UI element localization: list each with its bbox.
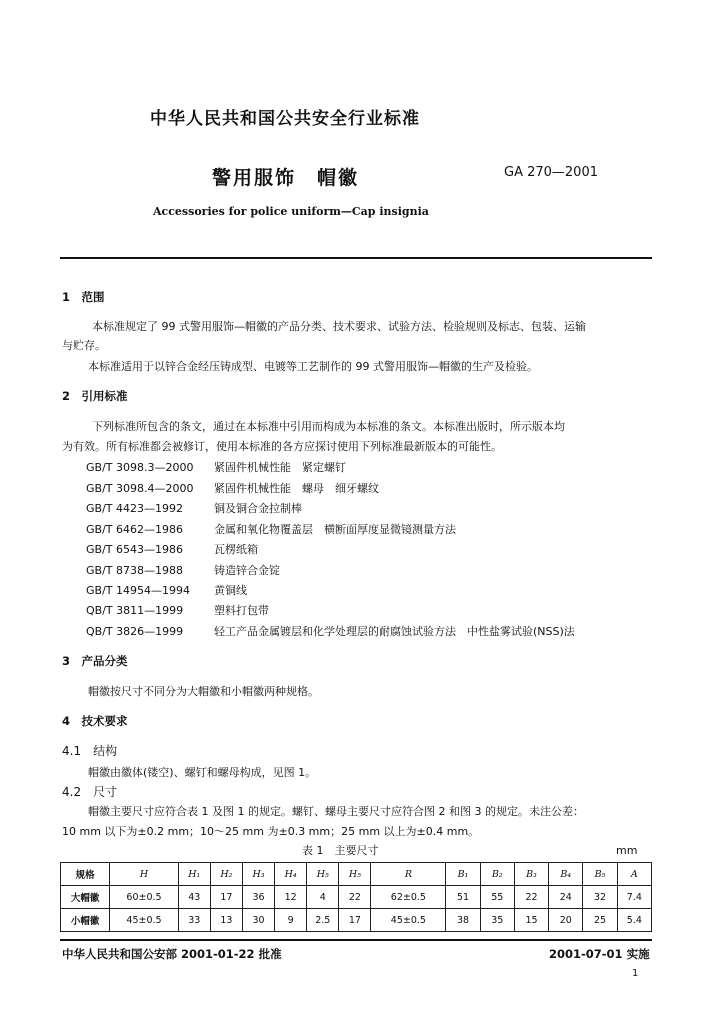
- table-cell: 43: [178, 886, 210, 909]
- table-header-cell: H₁: [178, 863, 210, 886]
- table-cell: 60±0.5: [110, 886, 179, 909]
- table-cell: 30: [242, 909, 274, 932]
- reference-code: GB/T 3098.3—2000: [86, 461, 194, 474]
- reference-item: [86, 623, 575, 639]
- section-4-2-heading: 4.2 尺寸: [62, 785, 118, 799]
- table-cell: 17: [339, 909, 371, 932]
- table-header-cell: B₃: [514, 863, 548, 886]
- table-header-cell: B₅: [583, 863, 617, 886]
- reference-code: GB/T 3098.4—2000: [86, 482, 194, 495]
- table-cell: 45±0.5: [371, 909, 446, 932]
- document-title: 警用服饰 帽徽: [212, 167, 360, 189]
- effective-date: 2001-07-01 实施: [549, 947, 650, 961]
- section-4-2-line-2: 10 mm 以下为±0.2 mm；10～25 mm 为±0.3 mm；25 mm 以上为±0.4 mm。: [62, 825, 480, 838]
- reference-code: GB/T 14954—1994: [86, 584, 190, 597]
- table-cell: 17: [210, 886, 242, 909]
- reference-title: 铸造锌合金锭: [214, 564, 280, 577]
- reference-code: QB/T 3811—1999: [86, 604, 184, 617]
- table-cell: 5.4: [617, 909, 651, 932]
- table-header-cell: A: [617, 863, 651, 886]
- section-2-intro-line-2: 为有效。所有标准都会被修订，使用本标准的各方应探讨使用下列标准最新版本的可能性。: [62, 440, 502, 453]
- reference-code: GB/T 6543—1986: [86, 543, 183, 556]
- reference-code: GB/T 8738—1988: [86, 564, 183, 577]
- document-title-english: Accessories for police uniform—Cap insignia: [153, 205, 429, 218]
- table-caption: 表 1 主要尺寸: [302, 844, 379, 857]
- reference-item: [86, 459, 346, 475]
- section-2-intro-line-1: 下列标准所包含的条文，通过在本标准中引用而构成为本标准的条文。本标准出版时，所示版本均: [92, 420, 565, 433]
- table-cell: 2.5: [307, 909, 339, 932]
- reference-title: 金属和氧化物覆盖层 横断面厚度显微镜测量方法: [214, 523, 456, 536]
- table-cell: 36: [242, 886, 274, 909]
- reference-title: 黄铜线: [214, 584, 247, 597]
- section-4-2-line-1: 帽徽主要尺寸应符合表 1 及图 1 的规定。螺钉、螺母主要尺寸应符合图 2 和图 3 的规定。未注公差：: [88, 805, 584, 818]
- reference-item: [86, 521, 456, 537]
- table-header-cell: H: [110, 863, 179, 886]
- section-1-heading: 1 范围: [62, 290, 105, 304]
- reference-item: [86, 500, 302, 516]
- section-3-heading: 3 产品分类: [62, 654, 128, 668]
- table-cell: 20: [549, 909, 583, 932]
- issuing-authority: 中华人民共和国公安部 2001-01-22 批准: [62, 947, 282, 961]
- reference-code: QB/T 3826—1999: [86, 625, 184, 638]
- reference-code: GB/T 6462—1986: [86, 523, 183, 536]
- table-cell: 62±0.5: [371, 886, 446, 909]
- table-header-row: [61, 863, 652, 886]
- standard-code: GA 270—2001: [504, 165, 598, 180]
- table-row: [61, 909, 652, 932]
- reference-item: [86, 562, 280, 578]
- table-header-cell: H₄: [275, 863, 307, 886]
- section-4-1-text: 帽徽由徽体(镂空)、螺钉和螺母构成，见图 1。: [88, 766, 317, 779]
- table-cell: 大帽徽: [61, 886, 110, 909]
- reference-title: 塑料打包带: [214, 604, 269, 617]
- table-cell: 9: [275, 909, 307, 932]
- reference-title: 紧固件机械性能 螺母 细牙螺纹: [214, 482, 379, 495]
- table-header-cell: R: [371, 863, 446, 886]
- table-cell: 35: [480, 909, 514, 932]
- footer-divider: [60, 939, 652, 941]
- table-cell: 7.4: [617, 886, 651, 909]
- table-cell: 小帽徽: [61, 909, 110, 932]
- table-cell: 24: [549, 886, 583, 909]
- table-cell: 38: [446, 909, 480, 932]
- header-divider: [60, 257, 652, 259]
- reference-title: 铜及铜合金拉制棒: [214, 502, 302, 515]
- section-3-paragraph: 帽徽按尺寸不同分为大帽徽和小帽徽两种规格。: [88, 685, 319, 698]
- page-number: 1: [632, 968, 639, 979]
- section-1-paragraph-2: 本标准适用于以锌合金经压铸成型、电镀等工艺制作的 99 式警用服饰—帽徽的生产及检验。: [88, 360, 538, 373]
- reference-item: [86, 582, 247, 598]
- table-header-cell: H₃: [242, 863, 274, 886]
- table-cell: 15: [514, 909, 548, 932]
- table-header-cell: 规格: [61, 863, 110, 886]
- table-header-cell: B₄: [549, 863, 583, 886]
- table-cell: 25: [583, 909, 617, 932]
- table-cell: 33: [178, 909, 210, 932]
- section-1-paragraph-1-line-2: 与贮存。: [62, 339, 106, 352]
- standard-organization: 中华人民共和国公共安全行业标准: [150, 109, 420, 129]
- table-header-cell: H₅: [307, 863, 339, 886]
- table-cell: 4: [307, 886, 339, 909]
- table-header-cell: B₂: [480, 863, 514, 886]
- reference-item: [86, 480, 379, 496]
- table-header-cell: B₁: [446, 863, 480, 886]
- reference-title: 紧固件机械性能 紧定螺钉: [214, 461, 346, 474]
- reference-title: 轻工产品金属镀层和化学处理层的耐腐蚀试验方法 中性盐雾试验(NSS)法: [214, 625, 575, 638]
- table-cell: 45±0.5: [110, 909, 179, 932]
- table-cell: 22: [339, 886, 371, 909]
- table-header-cell: H₂: [210, 863, 242, 886]
- section-4-1-heading: 4.1 结构: [62, 744, 118, 758]
- table-unit: mm: [616, 844, 638, 857]
- table-cell: 51: [446, 886, 480, 909]
- reference-title: 瓦楞纸箱: [214, 543, 258, 556]
- section-4-heading: 4 技术要求: [62, 714, 128, 728]
- section-1-paragraph-1-line-1: 本标准规定了 99 式警用服饰—帽徽的产品分类、技术要求、试验方法、检验规则及标志、包装、运输: [92, 320, 586, 333]
- reference-code: GB/T 4423—1992: [86, 502, 183, 515]
- reference-item: [86, 541, 258, 557]
- table-cell: 32: [583, 886, 617, 909]
- table-cell: 12: [275, 886, 307, 909]
- table-cell: 13: [210, 909, 242, 932]
- section-2-heading: 2 引用标准: [62, 389, 128, 403]
- table-cell: 55: [480, 886, 514, 909]
- table-row: [61, 886, 652, 909]
- table-cell: 22: [514, 886, 548, 909]
- dimensions-table: [60, 862, 652, 932]
- table-header-cell: H₅: [339, 863, 371, 886]
- reference-item: [86, 602, 269, 618]
